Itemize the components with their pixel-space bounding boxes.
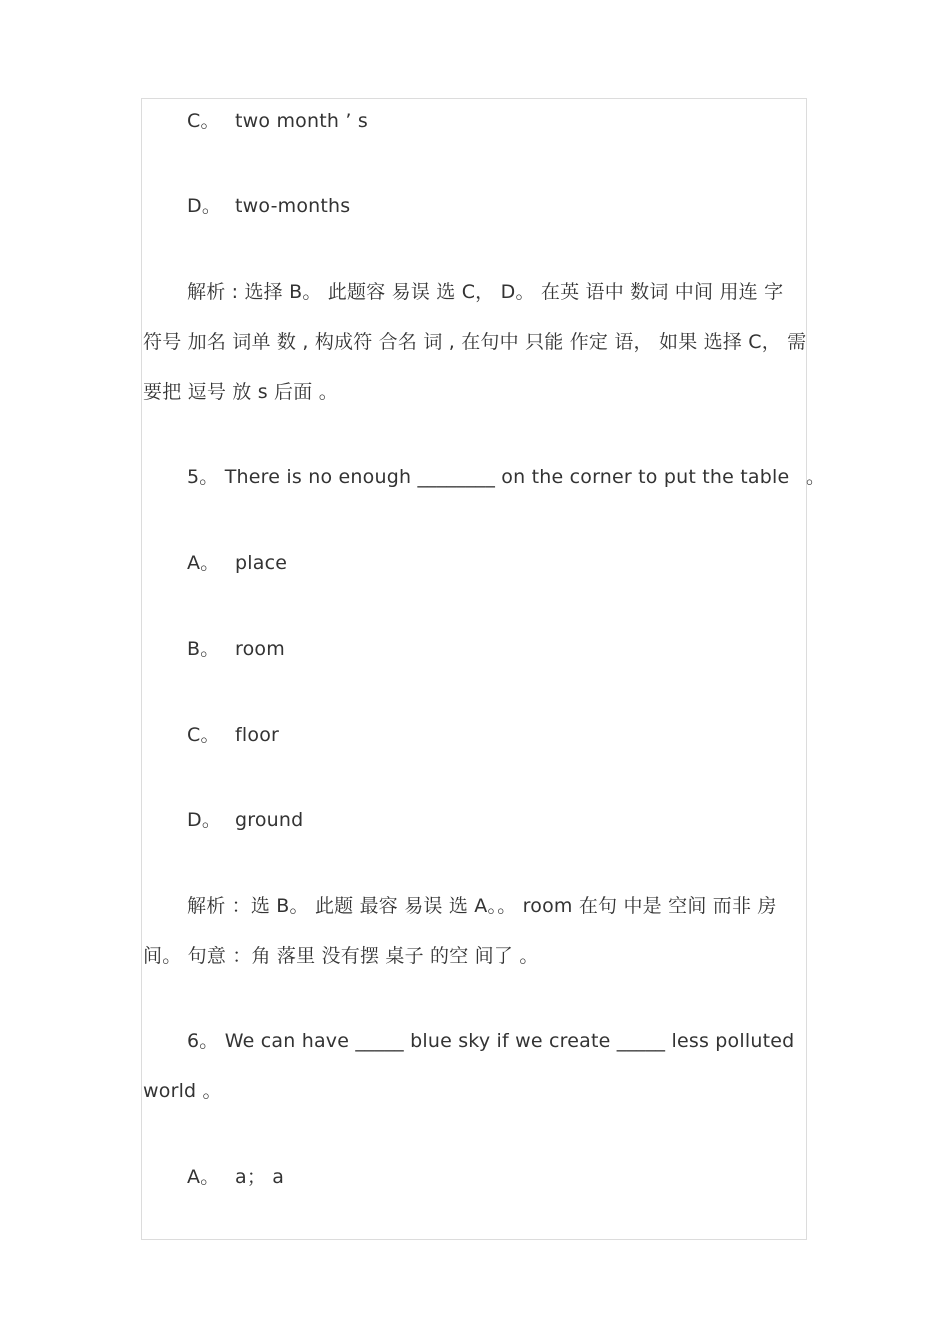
option-text: floor [235, 724, 280, 746]
option-text: room [235, 638, 285, 660]
option-letter: D。 [187, 195, 222, 217]
question-5-text: 5。 There is no enough ________ on the corner to put the table [187, 466, 790, 488]
page-frame [141, 98, 807, 1240]
option-a-place [143, 551, 851, 575]
option-text: two-months [235, 195, 351, 217]
option-text: a； a [235, 1166, 285, 1188]
explanation-5-line-2: 间。 句意 ：角 落里 没有摆 桌子 的空 间了 。 [143, 945, 539, 967]
option-c-floor [143, 723, 851, 747]
option-letter: C。 [187, 724, 220, 746]
question-6-line-1: 6。 We can have _____ blue sky if we create _____ less polluted [187, 1030, 795, 1052]
explanation-4-line-2: 符号 加名 词单 数 , 构成符 合名 词 , 在句中 只能 作定 语， 如果 选择 C， 需 [143, 331, 807, 353]
option-text: two month ’ s [235, 110, 368, 132]
option-a-a-a [143, 1165, 851, 1189]
explanation-4-line-3: 要把 逗号 放 s 后面 。 [143, 381, 338, 403]
option-letter: A。 [187, 1166, 220, 1188]
option-letter: A。 [187, 552, 220, 574]
option-letter: D。 [187, 809, 222, 831]
option-d-two-months [143, 194, 851, 218]
option-letter: B。 [187, 638, 220, 660]
option-c-two-months-apostrophe [143, 109, 851, 133]
question-6-line-2: world 。 [143, 1080, 222, 1102]
option-text: place [235, 552, 288, 574]
option-b-room [143, 637, 851, 661]
question-5-end-mark: 。 [806, 466, 826, 488]
option-d-ground [143, 808, 851, 832]
option-text: ground [235, 809, 304, 831]
explanation-4-line-1: 解析 : 选择 B。 此题容 易误 选 C， D。 在英 语中 数词 中间 用连 字 [187, 281, 784, 303]
option-letter: C。 [187, 110, 220, 132]
explanation-5-line-1: 解析 ：选 B。 此题 最容 易误 选 A。。 room 在句 中是 空间 而非 房 [187, 895, 777, 917]
